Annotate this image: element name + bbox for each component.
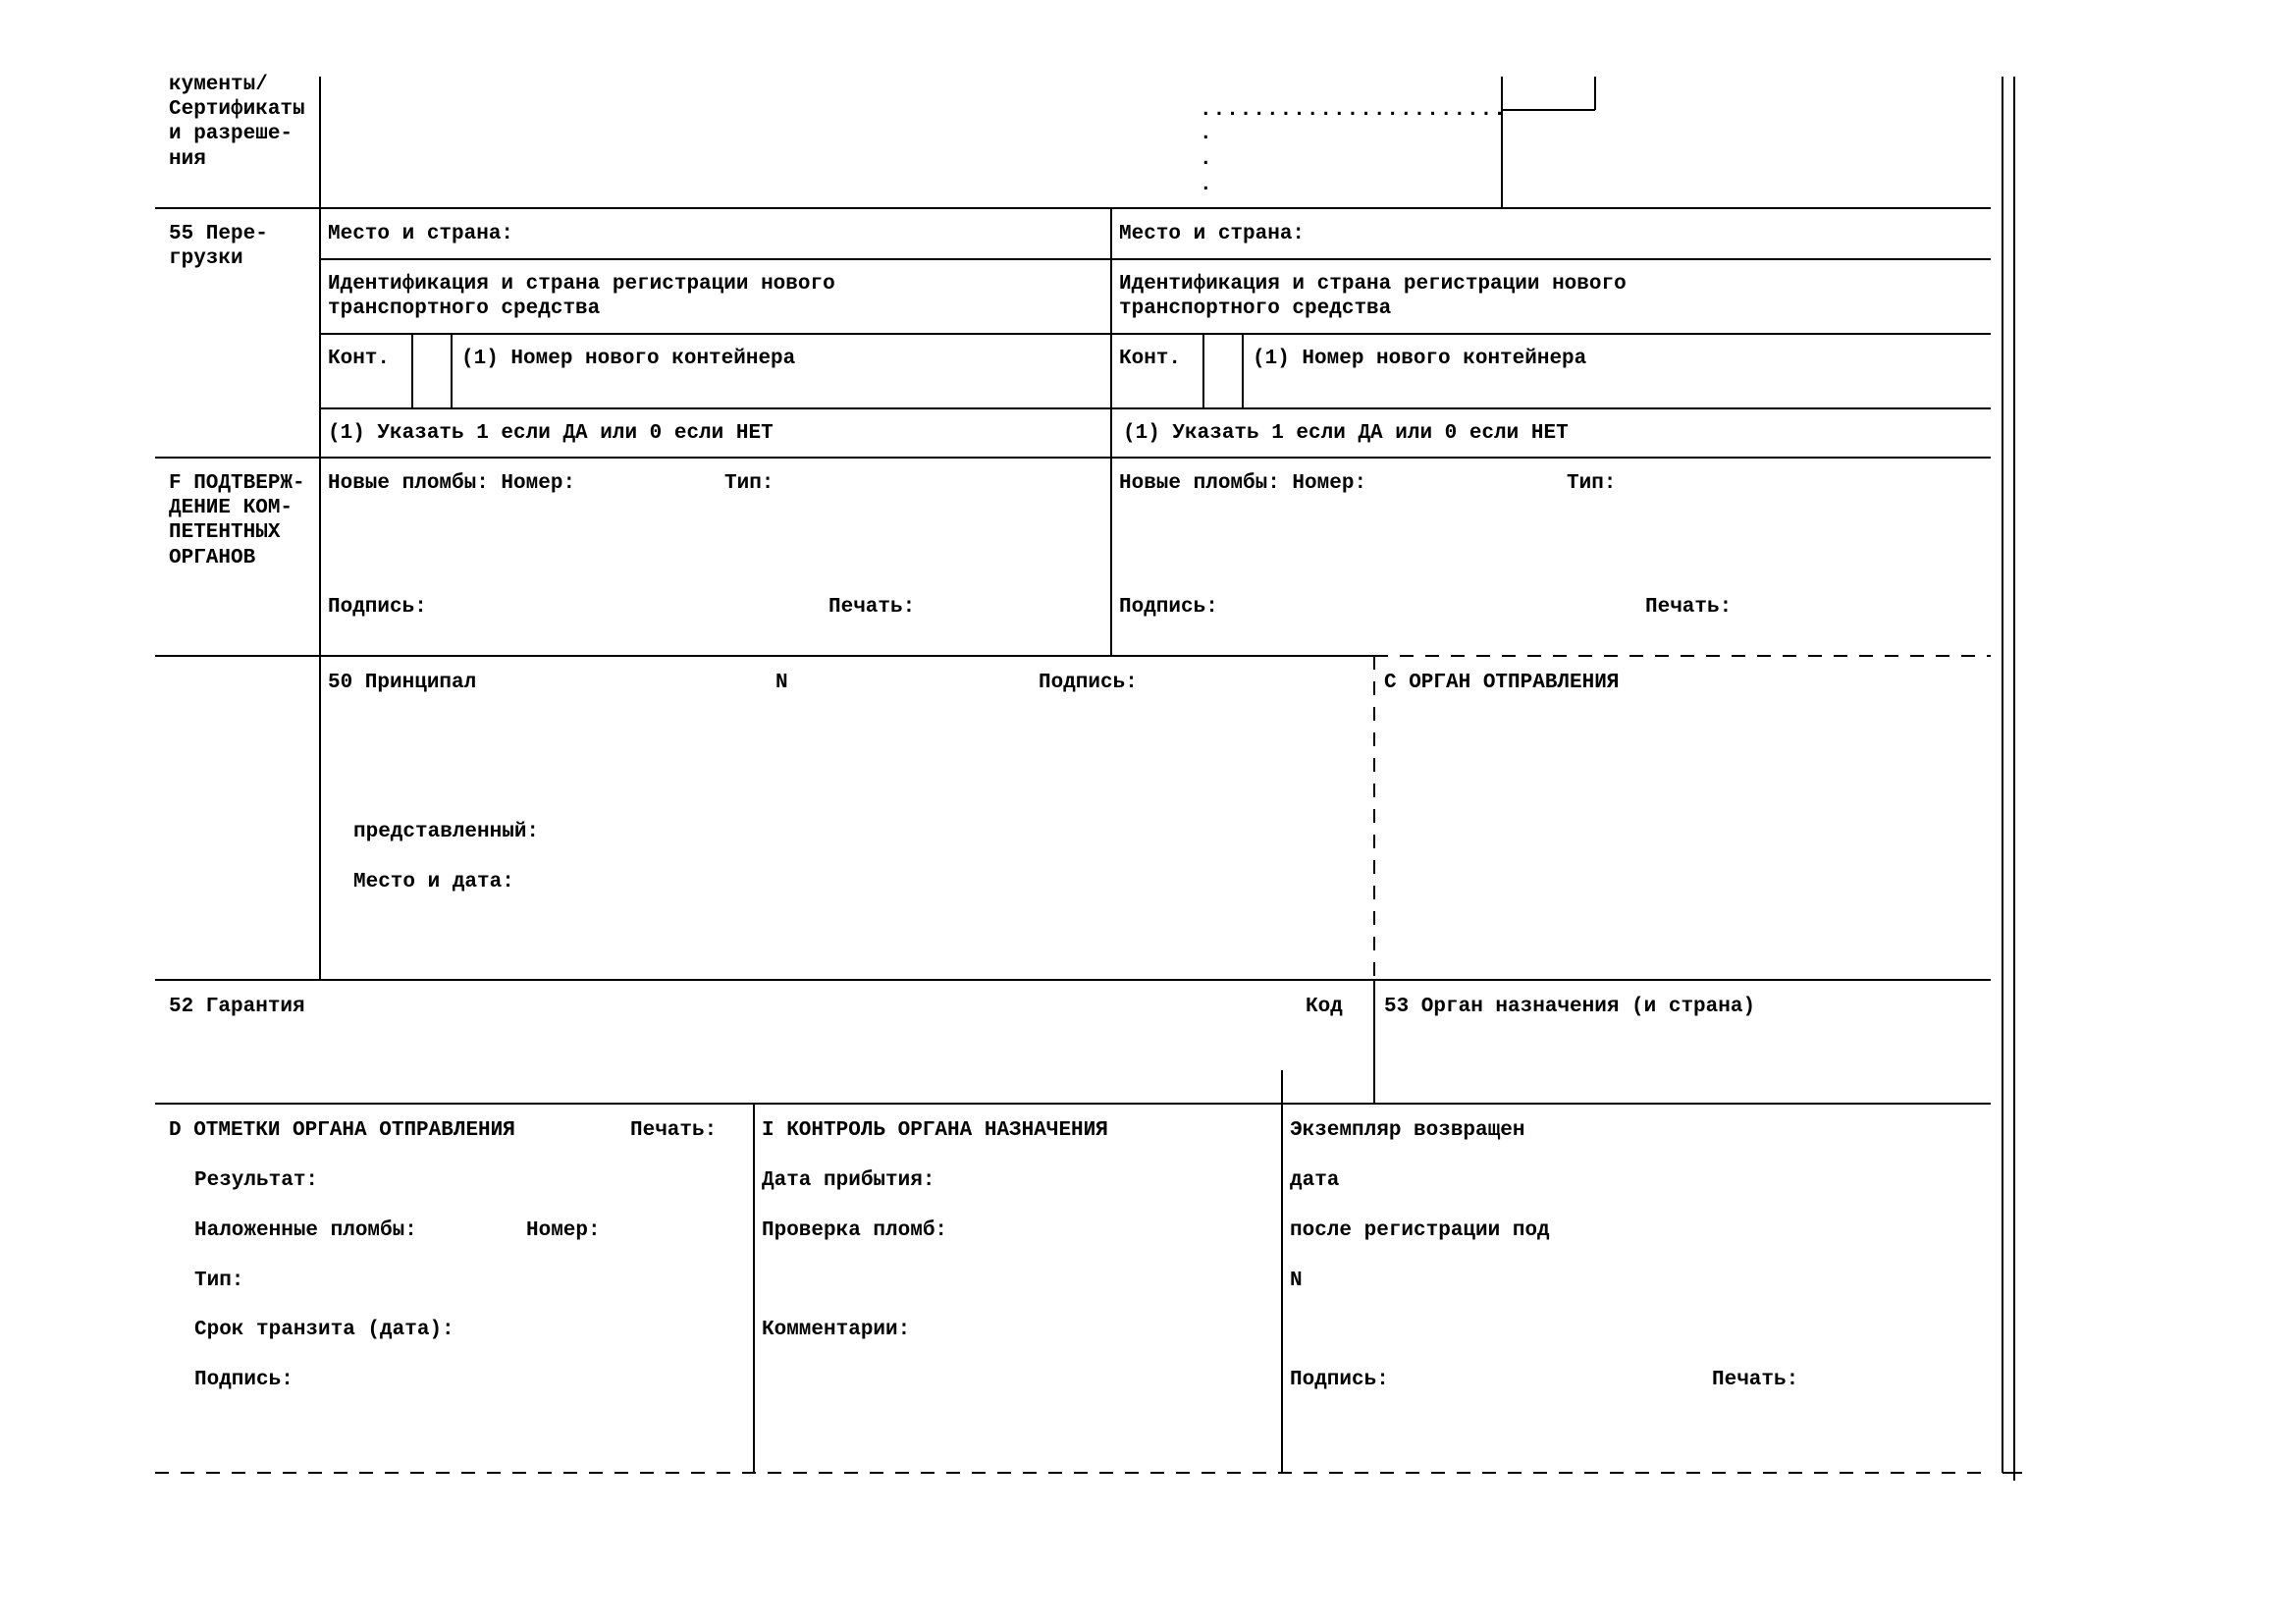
transshipment-label-line1: 55 Пере- bbox=[169, 223, 268, 245]
dotted-leader: ....................... bbox=[1200, 99, 1507, 122]
comments-label: Комментарии: bbox=[762, 1319, 911, 1341]
guarantee-code-label: Код bbox=[1306, 996, 1343, 1018]
right-container-label: Конт. bbox=[1119, 348, 1182, 370]
destination-control-title: I КОНТРОЛЬ ОРГАНА НАЗНАЧЕНИЯ bbox=[762, 1119, 1108, 1142]
destination-office-title: 53 Орган назначения (и страна) bbox=[1384, 996, 1756, 1018]
departure-signature-label: Подпись: bbox=[194, 1369, 294, 1391]
transshipment-label-line2: грузки bbox=[169, 247, 243, 270]
documents-label-line3: и разреше- bbox=[169, 123, 294, 145]
confirmation-label-line1: F ПОДТВЕРЖ- bbox=[169, 472, 305, 495]
principal-number-label: N bbox=[775, 672, 788, 694]
documents-label-line1: кументы/ bbox=[169, 74, 268, 96]
right-seal-type: Тип: bbox=[1567, 472, 1617, 495]
left-signature: Подпись: bbox=[328, 596, 427, 619]
right-place-country: Место и страна: bbox=[1119, 223, 1306, 245]
left-new-container-number: (1) Номер нового контейнера bbox=[461, 348, 796, 370]
represented-by-label: представленный: bbox=[353, 821, 540, 843]
seal-check-label: Проверка пломб: bbox=[762, 1219, 948, 1242]
left-vehicle-id-line2: транспортного средства bbox=[328, 298, 601, 320]
departure-office-title: C ОРГАН ОТПРАВЛЕНИЯ bbox=[1384, 672, 1620, 694]
arrival-date-label: Дата прибытия: bbox=[762, 1169, 935, 1192]
left-place-country: Место и страна: bbox=[328, 223, 514, 245]
leader-dot-3: . bbox=[1200, 174, 1213, 196]
departure-remarks-title: D ОТМЕТКИ ОРГАНА ОТПРАВЛЕНИЯ bbox=[169, 1119, 515, 1142]
place-and-date-label: Место и дата: bbox=[353, 871, 514, 893]
right-new-container-number: (1) Номер нового контейнера bbox=[1253, 348, 1587, 370]
right-vehicle-id-line2: транспортного средства bbox=[1119, 298, 1392, 320]
seals-type-label: Тип: bbox=[194, 1270, 244, 1292]
return-date-label: дата bbox=[1290, 1169, 1340, 1192]
confirmation-label-line4: ОРГАНОВ bbox=[169, 547, 256, 569]
right-yes-no-note: (1) Указать 1 если ДА или 0 если НЕТ bbox=[1123, 422, 1569, 445]
leader-dot-2: . bbox=[1200, 148, 1213, 171]
return-stamp-label: Печать: bbox=[1712, 1369, 1799, 1391]
left-container-label: Конт. bbox=[328, 348, 391, 370]
principal-signature-label: Подпись: bbox=[1039, 672, 1138, 694]
right-stamp: Печать: bbox=[1645, 596, 1733, 619]
left-yes-no-note: (1) Указать 1 если ДА или 0 если НЕТ bbox=[328, 422, 774, 445]
left-seal-type: Тип: bbox=[724, 472, 774, 495]
leader-dot-1: . bbox=[1200, 123, 1213, 145]
principal-label: 50 Принципал bbox=[328, 672, 477, 694]
documents-label-line2: Сертификаты bbox=[169, 98, 305, 121]
guarantee-label: 52 Гарантия bbox=[169, 996, 305, 1018]
left-stamp: Печать: bbox=[828, 596, 916, 619]
left-new-seals: Новые пломбы: Номер: bbox=[328, 472, 576, 495]
after-registration-label: после регистрации под bbox=[1290, 1219, 1550, 1242]
confirmation-label-line3: ПЕТЕНТНЫХ bbox=[169, 521, 281, 544]
registration-number-label: N bbox=[1290, 1270, 1303, 1292]
departure-stamp-label: Печать: bbox=[630, 1119, 718, 1142]
seals-number-label: Номер: bbox=[526, 1219, 601, 1242]
transit-limit-label: Срок транзита (дата): bbox=[194, 1319, 454, 1341]
right-new-seals: Новые пломбы: Номер: bbox=[1119, 472, 1367, 495]
documents-label-line4: ния bbox=[169, 148, 206, 171]
confirmation-label-line2: ДЕНИЕ КОМ- bbox=[169, 497, 294, 519]
seals-applied-label: Наложенные пломбы: bbox=[194, 1219, 417, 1242]
copy-returned-label: Экземпляр возвращен bbox=[1290, 1119, 1525, 1142]
result-label: Результат: bbox=[194, 1169, 319, 1192]
left-vehicle-id-line1: Идентификация и страна регистрации нового bbox=[328, 273, 835, 296]
right-vehicle-id-line1: Идентификация и страна регистрации нового bbox=[1119, 273, 1627, 296]
return-signature-label: Подпись: bbox=[1290, 1369, 1389, 1391]
right-signature: Подпись: bbox=[1119, 596, 1218, 619]
